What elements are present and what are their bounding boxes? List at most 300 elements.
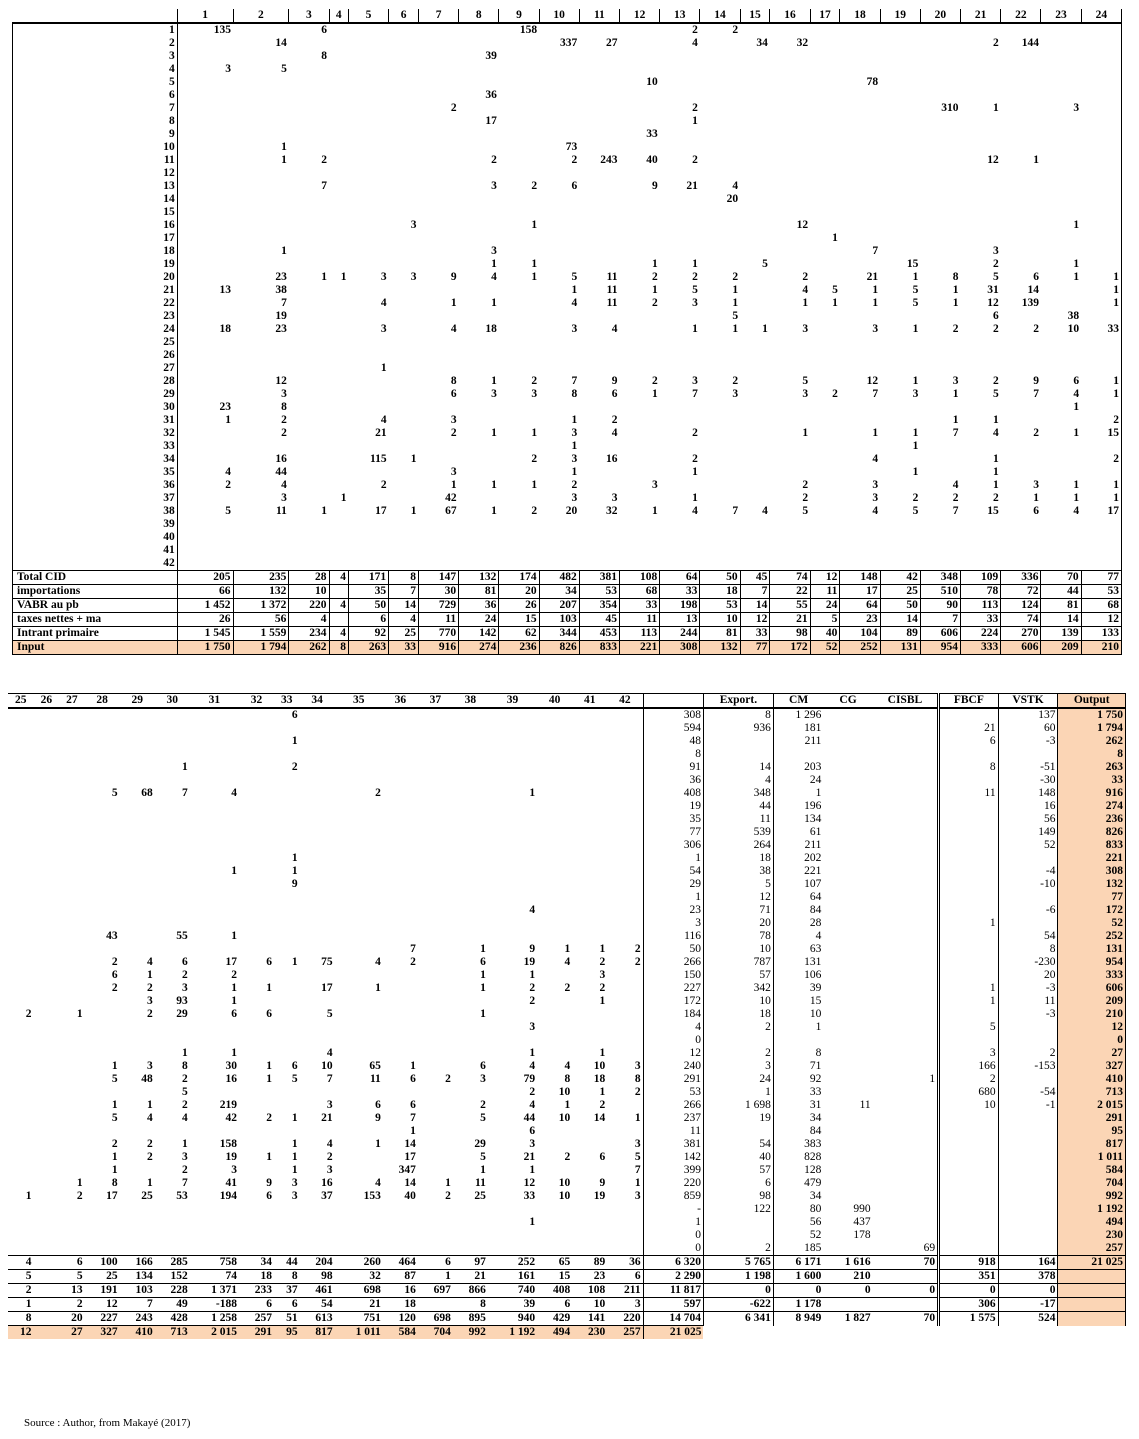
table-cell: [499, 76, 539, 89]
table-cell: 9: [599, 1177, 606, 1189]
table-cell: 7: [692, 388, 698, 400]
table-cell: [335, 761, 383, 774]
footer-cell: 494: [537, 1326, 572, 1340]
table-cell: 56: [773, 1216, 823, 1229]
table-cell: [1081, 466, 1121, 479]
table-cell: 7: [321, 180, 328, 192]
footer-cell: 33: [660, 585, 700, 599]
table-cell: [274, 1125, 300, 1138]
table-cell: [34, 708, 60, 722]
table-cell: [177, 349, 233, 362]
table-cell: [660, 232, 700, 245]
table-cell: [873, 787, 939, 800]
table-cell: [233, 544, 289, 557]
table-cell: [233, 102, 289, 115]
table-cell: [619, 557, 659, 571]
table-cell: [120, 1242, 155, 1256]
table-cell: [348, 219, 388, 232]
table-cell: [873, 1060, 939, 1073]
table-cell: [453, 774, 488, 787]
table-cell: 7: [872, 245, 879, 257]
table-cell: [177, 115, 233, 128]
table-cell: [59, 761, 85, 774]
table-cell: [537, 839, 572, 852]
table-cell: [823, 761, 872, 774]
table-cell: [572, 1021, 607, 1034]
table-cell: [619, 466, 659, 479]
table-cell: [335, 852, 383, 865]
table-cell: [348, 76, 388, 89]
table-cell: [239, 826, 274, 839]
table-cell: 128: [773, 1164, 823, 1177]
table-cell: 77: [1058, 891, 1126, 904]
table-cell: [537, 748, 572, 761]
table-cell: [289, 115, 329, 128]
table-cell: 17: [375, 505, 387, 517]
table-cell: [961, 23, 1001, 37]
table-cell: [177, 167, 233, 180]
table-cell: [1001, 453, 1041, 466]
table-cell: [1041, 167, 1081, 180]
table-cell: [619, 37, 659, 50]
footer-cell: 333: [961, 641, 1001, 655]
table-cell: 3: [410, 271, 417, 283]
table-cell: 33: [1081, 323, 1121, 336]
io-table-part1: [12, 9, 1122, 655]
table-cell: 3: [939, 1047, 998, 1060]
table-cell: 291: [643, 1073, 703, 1086]
table-cell: [823, 1242, 872, 1256]
table-cell: [389, 349, 419, 362]
table-cell: [155, 904, 190, 917]
table-cell: 1: [571, 414, 578, 426]
table-cell: [579, 349, 619, 362]
table-cell: [85, 865, 120, 878]
table-cell: [488, 761, 537, 774]
table-cell: [335, 1086, 383, 1099]
table-cell: [823, 878, 872, 891]
table-cell: 2: [491, 154, 497, 166]
table-cell: [177, 37, 233, 50]
table-cell: 16: [605, 453, 618, 465]
footer-cell: 916: [418, 641, 458, 655]
table-cell: [740, 388, 770, 401]
row-label: 9: [13, 128, 178, 141]
table-cell: 11: [859, 1099, 871, 1111]
footer-cell: 174: [499, 571, 539, 585]
table-cell: 2: [599, 1099, 606, 1111]
footer-cell: 257: [239, 1312, 274, 1326]
footer-cell: 408: [537, 1284, 572, 1298]
table-cell: 1: [952, 388, 959, 400]
table-cell: [274, 995, 300, 1008]
row-label: 33: [13, 440, 178, 453]
table-cell: [920, 245, 960, 258]
table-cell: [453, 1034, 488, 1047]
table-cell: 184: [643, 1008, 703, 1021]
table-cell: [823, 969, 872, 982]
footer-cell: [34, 1284, 60, 1298]
table-cell: [880, 414, 920, 427]
table-cell: [335, 1125, 383, 1138]
table-cell: 6: [1073, 375, 1080, 387]
table-cell: [418, 813, 453, 826]
table-cell: [389, 440, 419, 453]
table-cell: [939, 1229, 998, 1242]
table-cell: [274, 930, 300, 943]
table-cell: [873, 930, 939, 943]
table-cell: [660, 479, 700, 492]
table-cell: [177, 76, 233, 89]
table-cell: [8, 1112, 34, 1125]
table-cell: [537, 878, 572, 891]
table-cell: [1041, 453, 1081, 466]
footer-cell: 33: [619, 599, 659, 613]
table-cell: [329, 154, 348, 167]
footer-label: importations: [13, 585, 178, 599]
table-cell: [579, 102, 619, 115]
table-cell: [418, 50, 458, 63]
table-cell: [120, 735, 155, 748]
table-cell: [1041, 23, 1081, 37]
table-cell: [537, 1138, 572, 1151]
table-cell: [873, 878, 939, 891]
table-cell: [740, 349, 770, 362]
footer-cell: 108: [619, 571, 659, 585]
table-cell: [607, 865, 643, 878]
table-cell: [329, 401, 348, 414]
table-cell: [607, 1008, 643, 1021]
table-cell: [190, 708, 239, 722]
table-cell: [59, 982, 85, 995]
footer-cell: 198: [660, 599, 700, 613]
table-cell: 2: [692, 453, 698, 465]
table-cell: 1: [291, 735, 298, 747]
table-cell: [1001, 206, 1041, 219]
table-cell: [880, 128, 920, 141]
table-cell: [177, 297, 233, 310]
table-cell: [177, 518, 233, 531]
table-cell: [155, 839, 190, 852]
table-cell: 2: [321, 154, 328, 166]
footer-cell: 164: [998, 1256, 1058, 1270]
table-cell: 1: [266, 1151, 273, 1163]
row-label: 8: [13, 115, 178, 128]
table-cell: [34, 995, 60, 1008]
table-cell: [335, 943, 383, 956]
table-cell: 1: [491, 427, 497, 439]
table-cell: [8, 943, 34, 956]
table-cell: [155, 800, 190, 813]
table-cell: 19: [523, 956, 536, 968]
footer-cell: 98: [300, 1270, 335, 1284]
table-cell: [59, 787, 85, 800]
table-cell: [274, 787, 300, 800]
footer-cell: 1 371: [190, 1284, 239, 1298]
table-cell: [59, 1203, 85, 1216]
table-cell: [335, 1229, 383, 1242]
table-cell: [348, 37, 388, 50]
table-cell: [740, 336, 770, 349]
table-cell: [840, 63, 880, 76]
table-cell: 992: [1058, 1190, 1126, 1203]
table-cell: [823, 774, 872, 787]
table-cell: [348, 492, 388, 505]
table-cell: 1: [181, 1047, 188, 1059]
table-cell: [383, 839, 418, 852]
footer-cell: 15: [499, 613, 539, 627]
table-cell: [85, 800, 120, 813]
table-cell: [418, 167, 458, 180]
table-cell: 1: [912, 466, 919, 478]
footer-cell: 429: [537, 1312, 572, 1326]
table-cell: [383, 813, 418, 826]
table-cell: [939, 800, 998, 813]
table-cell: 3: [952, 375, 959, 387]
table-cell: [289, 544, 329, 557]
table-cell: [810, 89, 840, 102]
table-cell: [660, 414, 700, 427]
table-cell: [840, 258, 880, 271]
table-cell: [233, 180, 289, 193]
table-cell: 1: [231, 930, 237, 942]
table-cell: [840, 180, 880, 193]
table-cell: [770, 349, 810, 362]
footer-cell: 49: [155, 1298, 190, 1312]
table-cell: [880, 89, 920, 102]
table-cell: 31: [773, 1099, 823, 1112]
table-cell: [1041, 245, 1081, 258]
footer-cell: 235: [233, 571, 289, 585]
table-cell: [8, 852, 34, 865]
table-cell: 2: [529, 1086, 536, 1098]
footer-cell: 87: [383, 1270, 418, 1284]
table-cell: [389, 544, 419, 557]
table-cell: [348, 115, 388, 128]
footer-cell: 1 258: [190, 1312, 239, 1326]
table-cell: 1: [992, 102, 999, 114]
table-cell: [329, 63, 348, 76]
table-cell: [810, 102, 840, 115]
table-cell: [880, 154, 920, 167]
table-cell: [8, 982, 34, 995]
table-cell: [120, 1034, 155, 1047]
table-cell: [274, 891, 300, 904]
table-cell: [1081, 128, 1121, 141]
table-cell: [120, 1086, 155, 1099]
table-cell: [329, 375, 348, 388]
table-cell: [348, 544, 388, 557]
table-cell: 227: [643, 982, 703, 995]
footer-cell: 27: [59, 1326, 85, 1340]
table-cell: [740, 154, 770, 167]
table-cell: [155, 917, 190, 930]
col-header: 38: [453, 694, 488, 709]
table-cell: 1: [111, 1099, 118, 1111]
table-cell: [939, 1151, 998, 1164]
table-cell: [880, 37, 920, 50]
table-cell: [418, 1021, 453, 1034]
table-cell: [537, 774, 572, 787]
table-cell: [59, 800, 85, 813]
table-cell: [85, 1229, 120, 1242]
table-cell: [740, 414, 770, 427]
table-cell: [459, 37, 499, 50]
table-cell: [85, 943, 120, 956]
table-cell: [700, 167, 740, 180]
footer-cell: 10: [572, 1298, 607, 1312]
footer-cell: [1058, 1298, 1126, 1312]
table-cell: [348, 310, 388, 323]
table-cell: [880, 544, 920, 557]
table-cell: 1: [651, 388, 658, 400]
footer-cell: 2: [59, 1298, 85, 1312]
table-cell: [300, 943, 335, 956]
table-cell: [8, 1229, 34, 1242]
footer-cell: 11: [810, 585, 840, 599]
table-cell: [873, 1086, 939, 1099]
table-cell: [1041, 466, 1081, 479]
table-cell: 1: [703, 1086, 773, 1099]
table-cell: [177, 50, 233, 63]
table-cell: 221: [1058, 852, 1126, 865]
table-cell: 2: [992, 258, 999, 270]
table-cell: [488, 1242, 537, 1256]
table-cell: [34, 904, 60, 917]
table-cell: 1: [281, 154, 287, 166]
table-cell: [770, 232, 810, 245]
table-cell: [34, 813, 60, 826]
table-cell: [823, 1021, 872, 1034]
table-cell: 2: [1081, 414, 1121, 427]
table-cell: 1: [571, 440, 578, 452]
table-cell: [1001, 401, 1041, 414]
table-cell: [389, 258, 419, 271]
table-cell: [873, 1203, 939, 1216]
table-cell: [873, 761, 939, 774]
footer-cell: 81: [700, 627, 740, 641]
table-cell: [880, 245, 920, 258]
table-cell: 1: [375, 982, 381, 994]
footer-cell: 336: [1001, 571, 1041, 585]
table-cell: [177, 232, 233, 245]
table-cell: 8: [998, 943, 1058, 956]
table-cell: [740, 193, 770, 206]
footer-cell: 1 011: [335, 1326, 383, 1340]
table-cell: [810, 427, 840, 440]
table-cell: [155, 1203, 190, 1216]
footer-cell: [773, 1326, 823, 1340]
table-cell: [488, 930, 537, 943]
table-cell: [34, 1099, 60, 1112]
table-cell: [300, 1034, 335, 1047]
col-header: 3: [289, 9, 329, 23]
table-cell: [1041, 518, 1081, 531]
table-cell: [389, 180, 419, 193]
table-cell: [289, 258, 329, 271]
table-cell: 2: [380, 479, 387, 491]
table-cell: [740, 271, 770, 284]
table-cell: [120, 813, 155, 826]
footer-cell: 5: [59, 1270, 85, 1284]
table-cell: [607, 904, 643, 917]
table-cell: [873, 708, 939, 722]
table-cell: 2: [410, 956, 416, 968]
table-cell: [740, 167, 770, 180]
table-cell: [539, 531, 579, 544]
table-cell: [539, 219, 579, 232]
table-cell: [155, 1229, 190, 1242]
table-cell: [840, 518, 880, 531]
table-cell: [537, 1008, 572, 1021]
col-header: 17: [810, 9, 840, 23]
table-cell: [810, 76, 840, 89]
table-cell: [873, 852, 939, 865]
table-cell: [607, 1242, 643, 1256]
table-cell: 4: [529, 1060, 536, 1072]
table-cell: [619, 193, 659, 206]
table-cell: [389, 388, 419, 401]
col-header: Output: [1058, 694, 1126, 709]
table-cell: [823, 865, 872, 878]
table-cell: 1: [952, 284, 959, 296]
footer-cell: 56: [233, 613, 289, 627]
table-cell: 54: [703, 1138, 773, 1151]
table-cell: [289, 89, 329, 102]
table-cell: [34, 878, 60, 891]
footer-cell: 51: [274, 1312, 300, 1326]
table-cell: 2: [281, 414, 287, 426]
table-cell: [418, 995, 453, 1008]
table-cell: [300, 904, 335, 917]
table-cell: 1: [531, 219, 538, 231]
footer-cell: 62: [499, 627, 539, 641]
table-cell: [8, 800, 34, 813]
table-cell: [177, 531, 233, 544]
table-cell: 1: [651, 505, 658, 517]
row-label: 27: [13, 362, 178, 375]
table-cell: [59, 1242, 85, 1256]
table-cell: [34, 956, 60, 969]
col-header: 11: [579, 9, 619, 23]
table-cell: [383, 917, 418, 930]
table-cell: 131: [773, 956, 823, 969]
table-cell: 9: [529, 943, 536, 955]
table-cell: [453, 1216, 488, 1229]
table-cell: [770, 531, 810, 544]
table-cell: 1 794: [1058, 722, 1126, 735]
table-cell: [300, 891, 335, 904]
table-cell: [459, 440, 499, 453]
footer-cell: 74: [770, 571, 810, 585]
table-cell: [961, 141, 1001, 154]
table-cell: 704: [1058, 1177, 1126, 1190]
footer-cell: 954: [920, 641, 960, 655]
table-cell: 211: [773, 735, 823, 748]
table-cell: 2: [703, 1047, 773, 1060]
col-header: 31: [190, 694, 239, 709]
table-cell: [579, 219, 619, 232]
table-cell: 2: [998, 1047, 1058, 1060]
table-cell: [840, 232, 880, 245]
table-cell: [840, 102, 880, 115]
table-cell: [961, 76, 1001, 89]
table-cell: 2: [281, 427, 287, 439]
table-cell: 230: [1058, 1229, 1126, 1242]
table-cell: [274, 839, 300, 852]
col-header: 15: [740, 9, 770, 23]
table-cell: [289, 323, 329, 336]
